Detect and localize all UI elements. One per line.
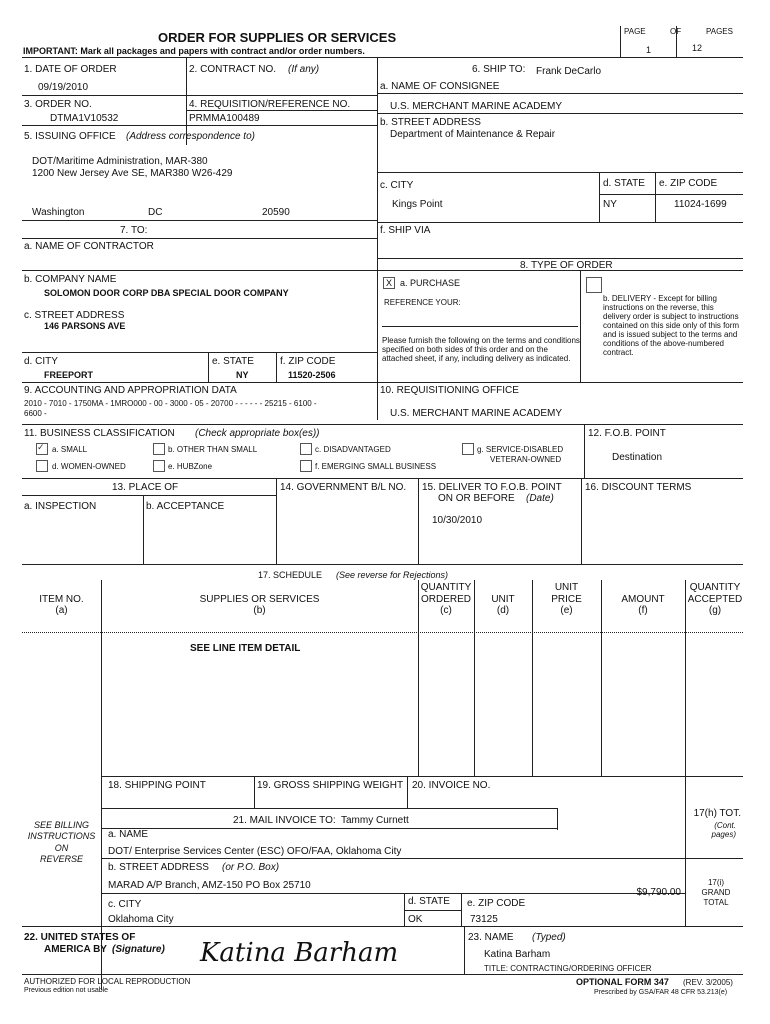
- divider: [254, 776, 255, 808]
- total-cont-label: 17(h) TOT.: [693, 808, 741, 819]
- delivery-terms: b. DELIVERY - Except for billing instructions on the reverse, this delivery order is subject to instructions contained on this side only of this form and is issued subject to the terms and conditions of the above-numbered contract.: [603, 294, 740, 357]
- pages-total: 12: [692, 43, 703, 53]
- grand-total-label2: GRAND: [701, 888, 731, 897]
- rule: [22, 424, 743, 425]
- gross-weight-label: 19. GROSS SHIPPING WEIGHT: [257, 780, 404, 791]
- hubzone-checkbox[interactable]: [153, 460, 165, 472]
- veteran-owned-label: VETERAN-OWNED: [490, 455, 562, 464]
- contractor-state-label: e. STATE: [212, 356, 254, 367]
- discount-terms-label: 16. DISCOUNT TERMS: [585, 482, 692, 493]
- invoice-city-label: c. CITY: [108, 899, 142, 910]
- unit-price-header2: PRICE: [551, 594, 582, 605]
- street-address-value[interactable]: 146 PARSONS AVE: [44, 321, 126, 331]
- rule: [101, 776, 743, 777]
- hubzone-label: e. HUBZone: [168, 462, 213, 471]
- mail-invoice-attn[interactable]: Tammy Curnett: [341, 815, 409, 826]
- contract-no-note: (If any): [288, 64, 320, 75]
- rule: [378, 258, 743, 259]
- invoice-name-label: a. NAME: [108, 829, 149, 840]
- women-owned-label: d. WOMEN-OWNED: [52, 462, 126, 471]
- invoice-street-label: b. STREET ADDRESS: [108, 862, 209, 873]
- form-number: OPTIONAL FORM 347: [576, 977, 669, 987]
- contractor-city-label: d. CITY: [24, 356, 58, 367]
- signature-note: (Signature): [112, 944, 165, 955]
- rule: [22, 478, 743, 479]
- invoice-street-note: (or P.O. Box): [222, 862, 280, 873]
- total-cont-note2: pages): [711, 830, 736, 839]
- grand-total-value[interactable]: $9,790.00: [636, 887, 681, 898]
- item-no-sub: (a): [55, 605, 68, 616]
- contractor-zip-value[interactable]: 11520-2506: [288, 370, 336, 380]
- reference-your: REFERENCE YOUR:: [384, 298, 461, 307]
- mail-invoice-label: 21. MAIL INVOICE TO:: [233, 815, 336, 826]
- inspection-label: a. INSPECTION: [24, 501, 97, 512]
- unit-price-sub: (e): [560, 605, 573, 616]
- divider: [276, 352, 277, 382]
- rule: [22, 495, 276, 496]
- other-than-small-checkbox[interactable]: [153, 443, 165, 455]
- street-label: b. STREET ADDRESS: [380, 117, 481, 128]
- ship-zip-label: e. ZIP CODE: [659, 178, 718, 189]
- consignee-label: a. NAME OF CONSIGNEE: [380, 81, 500, 92]
- pages-label: PAGES: [706, 27, 733, 36]
- women-owned-checkbox[interactable]: [36, 460, 48, 472]
- street-address-label: c. STREET ADDRESS: [24, 310, 125, 321]
- invoice-street-value[interactable]: MARAD A/P Branch, AMZ-150 PO Box 25710: [108, 880, 311, 891]
- rule: [685, 858, 743, 859]
- rule: [22, 238, 378, 239]
- to-label: 7. TO:: [120, 225, 148, 236]
- rule: [22, 974, 743, 975]
- divider: [557, 808, 558, 830]
- divider: [464, 926, 465, 974]
- ship-city-value[interactable]: Kings Point: [392, 199, 443, 210]
- rule: [378, 382, 743, 383]
- qty-accepted-header: QUANTITY: [689, 582, 741, 593]
- delivery-checkbox[interactable]: [586, 277, 602, 293]
- billing-line4: REVERSE: [39, 854, 83, 864]
- page-number: 1: [646, 45, 652, 55]
- rule: [22, 564, 743, 565]
- supplies-header: SUPPLIES OR SERVICES: [199, 594, 320, 605]
- deliver-fob-label: 15. DELIVER TO F.O.B. POINT: [422, 482, 562, 493]
- ship-zip-value[interactable]: 11024-1699: [674, 199, 727, 210]
- shipping-point-label: 18. SHIPPING POINT: [108, 780, 206, 791]
- issuing-office-note: (Address correspondence to): [126, 131, 255, 142]
- signature-line2: AMERICA BY: [44, 944, 107, 955]
- rule: [101, 893, 685, 894]
- ship-to-attn[interactable]: Frank DeCarlo: [536, 66, 602, 77]
- rule: [22, 352, 378, 353]
- schedule-note: (See reverse for Rejections): [336, 570, 449, 580]
- unit-sub: (d): [496, 605, 510, 616]
- typed-note: (Typed): [532, 932, 566, 943]
- billing-line1: SEE BILLING: [33, 820, 90, 830]
- rule: [22, 632, 743, 633]
- authorized-reproduction: AUTHORIZED FOR LOCAL REPRODUCTION: [24, 977, 191, 986]
- divider: [276, 478, 277, 564]
- rule: [22, 57, 743, 58]
- on-or-before-label: ON OR BEFORE: [438, 493, 515, 504]
- rule: [22, 270, 743, 271]
- requisitioning-value[interactable]: U.S. MERCHANT MARINE ACADEMY: [390, 408, 563, 419]
- ship-city-label: c. CITY: [380, 180, 414, 191]
- invoice-zip-label: e. ZIP CODE: [467, 898, 526, 909]
- rule: [378, 172, 743, 173]
- amount-header: AMOUNT: [621, 594, 665, 605]
- rule: [22, 382, 378, 383]
- rule: [382, 326, 578, 327]
- grand-total-label3: TOTAL: [703, 898, 729, 907]
- date-note: (Date): [526, 493, 554, 504]
- rule: [22, 220, 378, 221]
- typed-name-value[interactable]: Katina Barham: [484, 949, 551, 960]
- company-name-value[interactable]: SOLOMON DOOR CORP DBA SPECIAL DOOR COMPANY: [44, 288, 289, 298]
- contractor-state-value[interactable]: NY: [236, 370, 249, 380]
- grand-total-label1: 17(i): [707, 878, 724, 887]
- qty-accepted-sub: (g): [708, 605, 722, 616]
- contractor-zip-label: f. ZIP CODE: [280, 356, 336, 367]
- ship-state-value[interactable]: NY: [603, 199, 617, 210]
- divider: [581, 478, 582, 564]
- rule: [22, 125, 378, 126]
- issuing-office-line1[interactable]: DOT/Maritime Administration, MAR-380: [32, 156, 208, 167]
- order-no-value[interactable]: DTMA1V10532: [50, 113, 119, 124]
- amount-sub: (f): [638, 605, 648, 616]
- contract-no-label: 2. CONTRACT NO.: [189, 64, 277, 75]
- divider: [584, 424, 585, 478]
- form-revision: (REV. 3/2005): [683, 978, 733, 987]
- emerging-checkbox[interactable]: [300, 460, 312, 472]
- supplies-sub: (b): [253, 605, 266, 616]
- rule: [22, 926, 743, 927]
- invoice-state-value[interactable]: OK: [408, 914, 423, 925]
- date-of-order-value[interactable]: 09/19/2010: [38, 82, 89, 93]
- company-name-label: b. COMPANY NAME: [24, 274, 117, 285]
- type-of-order-label: 8. TYPE OF ORDER: [520, 260, 613, 271]
- issuing-office-city[interactable]: Washington: [32, 207, 85, 218]
- qty-ordered-sub: (c): [440, 605, 452, 616]
- schedule-label: 17. SCHEDULE: [258, 570, 323, 580]
- other-than-small-label: b. OTHER THAN SMALL: [168, 445, 258, 454]
- street-value[interactable]: Department of Maintenance & Repair: [390, 129, 556, 140]
- item-no-header: ITEM NO.: [39, 594, 84, 605]
- disadvantaged-label: c. DISADVANTAGED: [315, 445, 391, 454]
- rule: [101, 808, 557, 809]
- qty-ordered-header: QUANTITY: [420, 582, 472, 593]
- emerging-label: f. EMERGING SMALL BUSINESS: [315, 462, 437, 471]
- place-of-label: 13. PLACE OF: [112, 482, 179, 493]
- requisition-value[interactable]: PRMMA100489: [189, 113, 260, 124]
- purchase-label: a. PURCHASE: [400, 278, 461, 288]
- requisitioning-label: 10. REQUISITIONING OFFICE: [380, 385, 519, 396]
- invoice-no-label: 20. INVOICE NO.: [412, 780, 491, 791]
- acceptance-label: b. ACCEPTANCE: [146, 501, 225, 512]
- officer-title: TITLE: CONTRACTING/ORDERING OFFICER: [484, 964, 652, 973]
- business-class-note: (Check appropriate box(es)): [195, 428, 320, 439]
- fob-point-value[interactable]: Destination: [612, 452, 663, 463]
- total-cont-note1: (Cont.: [714, 821, 736, 830]
- unit-header: UNIT: [491, 594, 515, 605]
- important-note: IMPORTANT: Mark all packages and papers with contract and/or order numbers.: [23, 46, 365, 56]
- divider: [143, 495, 144, 564]
- signature-line1: 22. UNITED STATES OF: [24, 932, 136, 943]
- form-title: ORDER FOR SUPPLIES OR SERVICES: [158, 30, 397, 45]
- rule: [22, 95, 378, 96]
- divider: [407, 776, 408, 808]
- furnish-terms: Please furnish the following on the terms and conditions specified on both sides of this order and on the attached sheet, if any, including delivery as indicated.: [382, 336, 580, 363]
- small-label: a. SMALL: [52, 445, 88, 454]
- rule: [404, 910, 461, 911]
- billing-line2: INSTRUCTIONS: [27, 831, 96, 841]
- ship-via-label: f. SHIP VIA: [380, 225, 431, 236]
- fob-point-label: 12. F.O.B. POINT: [588, 428, 666, 439]
- deliver-date-value[interactable]: 10/30/2010: [432, 515, 483, 526]
- rule: [599, 194, 743, 195]
- rule: [378, 93, 743, 94]
- accounting-line2[interactable]: 6600 -: [24, 409, 47, 418]
- page-label: PAGE: [624, 27, 646, 36]
- service-disabled-label: g. SERVICE-DISABLED: [477, 445, 564, 454]
- divider: [655, 172, 656, 222]
- typed-name-label: 23. NAME: [468, 932, 514, 943]
- rule: [101, 858, 685, 859]
- rule: [378, 113, 743, 114]
- invoice-name-value[interactable]: DOT/ Enterprise Services Center (ESC) OFO/FAA, Oklahoma City: [108, 846, 402, 857]
- invoice-state-label: d. STATE: [408, 896, 450, 907]
- business-class-label: 11. BUSINESS CLASSIFICATION: [24, 428, 175, 439]
- divider: [580, 270, 581, 382]
- billing-line3: ON: [54, 843, 69, 853]
- issuing-office-label: 5. ISSUING OFFICE: [24, 131, 116, 142]
- unit-price-header: UNIT: [554, 582, 579, 593]
- contractor-name-label: a. NAME OF CONTRACTOR: [24, 241, 154, 252]
- requisition-label: 4. REQUISITION/REFERENCE NO.: [189, 99, 351, 110]
- purchase-mark: X: [386, 278, 393, 288]
- issuing-office-zip[interactable]: 20590: [262, 207, 290, 218]
- invoice-city-value[interactable]: Oklahoma City: [108, 914, 174, 925]
- divider: [620, 26, 621, 57]
- ship-to-label: 6. SHIP TO:: [472, 64, 526, 75]
- date-of-order-label: 1. DATE OF ORDER: [24, 64, 117, 75]
- qty-accepted-header2: ACCEPTED: [687, 594, 743, 605]
- divider: [208, 352, 209, 382]
- previous-edition: Previous edition not usable: [24, 987, 109, 994]
- issuing-office-line2[interactable]: 1200 New Jersey Ave SE, MAR380 W26-429: [32, 168, 233, 179]
- signature[interactable]: Katina Barham: [200, 938, 399, 968]
- divider: [418, 478, 419, 564]
- contractor-city-value[interactable]: FREEPORT: [44, 370, 94, 380]
- service-disabled-checkbox[interactable]: [462, 443, 474, 455]
- divider: [599, 172, 600, 222]
- prescribed-by: Prescribed by GSA/FAR 48 CFR 53.213(e): [594, 989, 728, 996]
- line-item-detail[interactable]: SEE LINE ITEM DETAIL: [190, 643, 301, 654]
- qty-ordered-header2: ORDERED: [420, 594, 471, 605]
- small-check-mark: ✓: [37, 442, 45, 452]
- issuing-office-state[interactable]: DC: [148, 207, 163, 218]
- rule: [186, 110, 377, 111]
- of-label: OF: [670, 27, 682, 36]
- order-no-label: 3. ORDER NO.: [24, 99, 92, 110]
- invoice-zip-value[interactable]: 73125: [470, 914, 498, 925]
- consignee-value[interactable]: U.S. MERCHANT MARINE ACADEMY: [390, 101, 563, 112]
- ship-state-label: d. STATE: [603, 178, 645, 189]
- accounting-label: 9. ACCOUNTING AND APPROPRIATION DATA: [24, 385, 237, 396]
- rule: [378, 222, 743, 223]
- disadvantaged-checkbox[interactable]: [300, 443, 312, 455]
- divider: [461, 893, 462, 926]
- government-bl-label: 14. GOVERNMENT B/L NO.: [280, 482, 407, 493]
- accounting-line1[interactable]: 2010 - 7010 - 1750MA - 1MRO000 - 00 - 3000 - 05 - 20700 - - - - - - 25215 - 6100 -: [24, 399, 317, 408]
- rule: [101, 828, 557, 829]
